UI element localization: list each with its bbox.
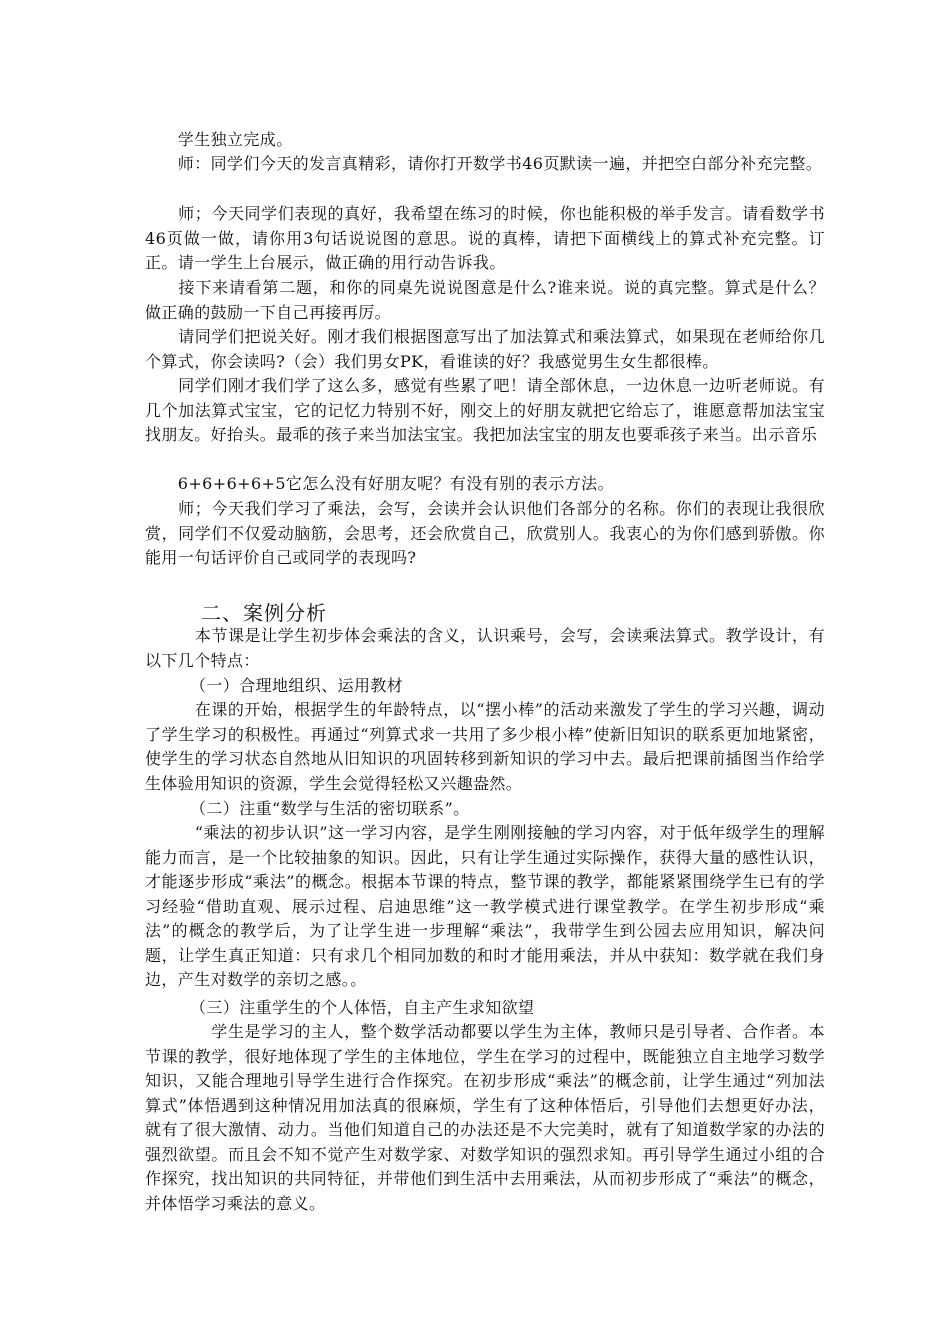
paragraph: 6+6+6+6+5它怎么没有好朋友呢？有没有别的表示方法。	[145, 474, 614, 493]
intro-paragraph: 本节课是让学生初步体会乘法的含义，认识乘号，会写，会读乘法算式。教学设计，有以下几个特点：	[145, 626, 825, 670]
subsection-title-2: （二）注重“数学与生活的密切联系”。	[190, 799, 470, 818]
paragraph: 同学们刚才我们学了这么多，感觉有些累了吧！请全部休息，一边休息一边听老师说。有几个加法算式宝宝，它的记忆力特别不好，刚交上的好朋友就把它给忘了，谁愿意帮加法宝宝找朋友。好抬头。最乖的孩子来当加法宝宝。我把加法宝宝的朋友也要乖孩子来当。出示音乐	[145, 376, 825, 444]
subsection-body-2: “乘法的初步认识”这一学习内容，是学生刚刚接触的学习内容，对于低年级学生的理解能力而言，是一个比较抽象的知识。因此，只有让学生通过实际操作，获得大量的感性认识，才能逐步形成“乘法”的概念。根据本节课的特点，整节课的教学，都能紧紧围绕学生已有的学习经验“借助直观、展示过程、启迪思维”这一教学模式进行课堂教学。在学生初步形成“乘法”的概念的教学后，为了让学生进一步理解“乘法”，我带学生到公园去应用知识，解决问题，让学生真正知道：只有求几个相同加数的和时才能用乘法，并从中获知：数学就在我们身边，产生对数学的亲切之感。。	[145, 823, 825, 989]
section-title: 二、案例分析	[201, 601, 327, 625]
paragraph: 学生独立完成。	[145, 130, 293, 149]
paragraph: 师；今天同学们表现的真好，我希望在练习的时候，你也能积极的举手发言。请看数学书46页做一做，请你用3句话说说图的意思。说的真棒，请把下面横线上的算式补充完整。订正。请一学生上台展示，做正确的用行动告诉我。	[145, 204, 825, 272]
paragraph: 师：同学们今天的发言真精彩，请你打开数学书46页默读一遍，并把空白部分补充完整。	[145, 154, 823, 173]
subsection-body-1: 在课的开始，根据学生的年龄特点，以“摆小棒”的活动来激发了学生的学习兴趣，调动了学生学习的积极性。再通过“列算式求一共用了多少根小棒”使新旧知识的联系更加地紧密，使学生的学习状态自然地从旧知识的巩固转移到新知识的学习中去。最后把课前插图当作给学生体验用知识的资源，学生会觉得轻松又兴趣盎然。	[145, 700, 825, 793]
paragraph: 请同学们把说关好。刚才我们根据图意写出了加法算式和乘法算式，如果现在老师给你几个算式，你会读吗?（会）我们男女PK，看谁读的好？我感觉男生女生都很棒。	[145, 327, 825, 371]
paragraph: 师；今天我们学习了乘法，会写，会读并会认识他们各部分的名称。你们的表现让我很欣赏，同学们不仅爱动脑筋，会思考，还会欣赏自己，欣赏别人。我衷心的为你们感到骄傲。你能用一句话评价自己或同学的表现吗?	[145, 499, 825, 567]
subsection-title-1: （一）合理地组织、运用教材	[190, 676, 404, 695]
subsection-body-3: 学生是学习的主人，整个数学活动都要以学生为主体，教师只是引导者、合作者。本节课的教学，很好地体现了学生的主体地位，学生在学习的过程中，既能独立自主地学习数学知识，又能合理地引导学生进行合作探究。在初步形成“乘法”的概念前，让学生通过“列加法算式”体悟遇到这种情况用加法真的很麻烦，学生有了这种体悟后，引导他们去想更好办法，就有了很大激情、动力。当他们知道自己的办法还是不大完美时，就有了知道数学家的办法的强烈欲望。而且会不知不觉产生对数学家、对数学知识的强烈求知。再引导学生通过小组的合作探究，找出知识的共同特征，并带他们到生活中去用乘法，从而初步形成了“乘法”的概念，并体悟学习乘法的意义。	[145, 1022, 825, 1213]
paragraph: 接下来请看第二题，和你的同桌先说说图意是什么?谁来说。说的真完整。算式是什么？做正确的鼓励一下自己再接再厉。	[145, 278, 825, 322]
subsection-title-3: （三）注重学生的个人体悟，自主产生求知欲望	[190, 998, 535, 1017]
